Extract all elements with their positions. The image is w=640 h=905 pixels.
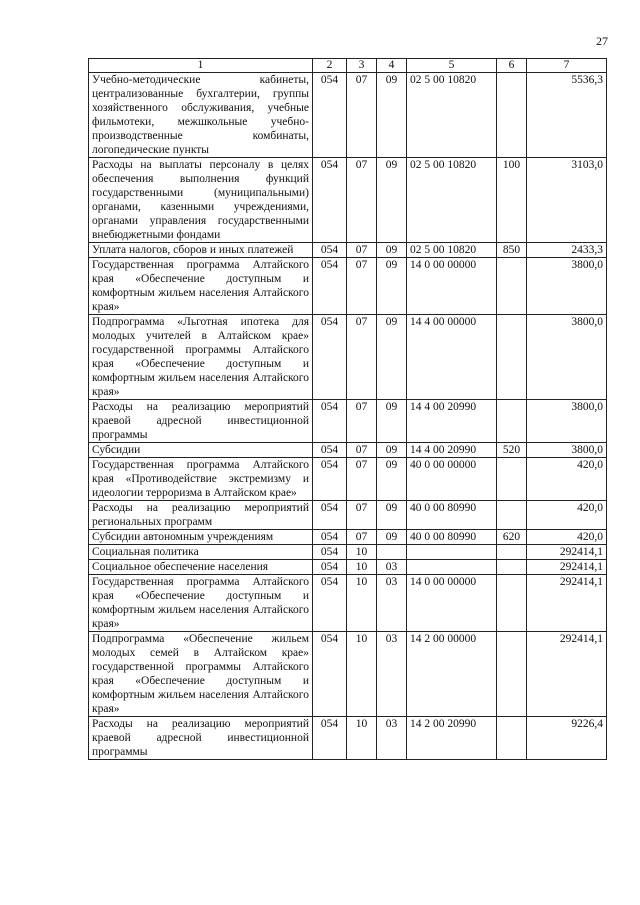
table-row: [89, 501, 607, 530]
subsection-code: 09: [377, 530, 407, 545]
table-row: [89, 315, 607, 400]
section-code: 10: [347, 560, 377, 575]
subsection-code: 03: [377, 717, 407, 760]
row-name: Социальное обеспечение населения: [89, 560, 313, 575]
ministry-code: 054: [313, 158, 347, 243]
amount-value: 9226,4: [527, 717, 607, 760]
table-row: [89, 458, 607, 501]
subsection-code: 09: [377, 258, 407, 315]
ministry-code: 054: [313, 545, 347, 560]
expense-type-code: 100: [497, 158, 527, 243]
expense-type-code: [497, 400, 527, 443]
expense-type-code: [497, 73, 527, 158]
amount-value: 2433,3: [527, 243, 607, 258]
table-row: [89, 400, 607, 443]
ministry-code: 054: [313, 315, 347, 400]
subsection-code: 03: [377, 560, 407, 575]
row-name: Расходы на выплаты персоналу в целях обеспечения выполнения функций государственными (муниципальными) органами, казенными учреждениями, органами управления государственными внебюджетными фондами: [89, 158, 313, 243]
amount-value: 5536,3: [527, 73, 607, 158]
table-header-row: [89, 59, 607, 73]
section-code: 07: [347, 400, 377, 443]
target-article-code: 14 0 00 00000: [407, 258, 497, 315]
row-name: Расходы на реализацию мероприятий региональных программ: [89, 501, 313, 530]
ministry-code: 054: [313, 243, 347, 258]
ministry-code: 054: [313, 501, 347, 530]
column-header: 5: [407, 59, 497, 73]
section-code: 10: [347, 545, 377, 560]
row-name: Субсидии: [89, 443, 313, 458]
section-code: 07: [347, 158, 377, 243]
table-row: [89, 575, 607, 632]
section-code: 07: [347, 73, 377, 158]
subsection-code: 09: [377, 73, 407, 158]
subsection-code: 09: [377, 315, 407, 400]
expense-type-code: 620: [497, 530, 527, 545]
ministry-code: 054: [313, 458, 347, 501]
expense-type-code: 520: [497, 443, 527, 458]
section-code: 07: [347, 458, 377, 501]
expense-type-code: [497, 717, 527, 760]
expense-type-code: 850: [497, 243, 527, 258]
row-name: Государственная программа Алтайского края «Обеспечение доступным и комфортным жильем населения Алтайского края»: [89, 258, 313, 315]
table-row: [89, 545, 607, 560]
column-header: 7: [527, 59, 607, 73]
amount-value: 3800,0: [527, 315, 607, 400]
table-row: [89, 243, 607, 258]
table-row: [89, 258, 607, 315]
table-row: [89, 158, 607, 243]
subsection-code: [377, 545, 407, 560]
amount-value: 3800,0: [527, 400, 607, 443]
row-name: Подпрограмма «Льготная ипотека для молодых учителей в Алтайском крае» государственной программы Алтайского края «Обеспечение доступным и комфортным жильем населения Алтайского края»: [89, 315, 313, 400]
expense-type-code: [497, 560, 527, 575]
subsection-code: 09: [377, 501, 407, 530]
expense-type-code: [497, 258, 527, 315]
subsection-code: 03: [377, 575, 407, 632]
section-code: 07: [347, 315, 377, 400]
amount-value: 292414,1: [527, 545, 607, 560]
target-article-code: 02 5 00 10820: [407, 243, 497, 258]
row-name: Государственная программа Алтайского края «Противодействие экстремизму и идеологии терроризма в Алтайском крае»: [89, 458, 313, 501]
subsection-code: 03: [377, 632, 407, 717]
table-row: [89, 560, 607, 575]
target-article-code: 14 2 00 20990: [407, 717, 497, 760]
amount-value: 292414,1: [527, 560, 607, 575]
section-code: 10: [347, 717, 377, 760]
amount-value: 3800,0: [527, 258, 607, 315]
target-article-code: 40 0 00 80990: [407, 530, 497, 545]
target-article-code: 14 2 00 00000: [407, 632, 497, 717]
table-row: [89, 530, 607, 545]
table-row: [89, 443, 607, 458]
subsection-code: 09: [377, 443, 407, 458]
ministry-code: 054: [313, 73, 347, 158]
section-code: 10: [347, 575, 377, 632]
column-header: 2: [313, 59, 347, 73]
row-name: Расходы на реализацию мероприятий краевой адресной инвестиционной программы: [89, 400, 313, 443]
target-article-code: [407, 545, 497, 560]
subsection-code: 09: [377, 458, 407, 501]
section-code: 07: [347, 530, 377, 545]
amount-value: 3103,0: [527, 158, 607, 243]
section-code: 07: [347, 501, 377, 530]
amount-value: 420,0: [527, 458, 607, 501]
target-article-code: 02 5 00 10820: [407, 158, 497, 243]
row-name: Социальная политика: [89, 545, 313, 560]
ministry-code: 054: [313, 632, 347, 717]
section-code: 07: [347, 258, 377, 315]
target-article-code: 14 4 00 20990: [407, 443, 497, 458]
ministry-code: 054: [313, 717, 347, 760]
section-code: 10: [347, 632, 377, 717]
target-article-code: 40 0 00 80990: [407, 501, 497, 530]
column-header: 3: [347, 59, 377, 73]
ministry-code: 054: [313, 443, 347, 458]
row-name: Подпрограмма «Обеспечение жильем молодых семей в Алтайском крае» государственной программы Алтайского края «Обеспечение доступным и комфортным жильем населения Алтайского края»: [89, 632, 313, 717]
target-article-code: 14 4 00 20990: [407, 400, 497, 443]
row-name: Уплата налогов, сборов и иных платежей: [89, 243, 313, 258]
table-row: [89, 632, 607, 717]
expense-type-code: [497, 458, 527, 501]
page-number: 27: [596, 34, 608, 48]
ministry-code: 054: [313, 560, 347, 575]
subsection-code: 09: [377, 158, 407, 243]
ministry-code: 054: [313, 530, 347, 545]
amount-value: 3800,0: [527, 443, 607, 458]
row-name: Учебно-методические кабинеты, централизованные бухгалтерии, группы хозяйственного обслуживания, учебные фильмотеки, межшкольные учебно-производственные комбинаты, логопедические пункты: [89, 73, 313, 158]
expense-type-code: [497, 632, 527, 717]
amount-value: 292414,1: [527, 575, 607, 632]
budget-table: [88, 58, 607, 760]
target-article-code: 14 4 00 00000: [407, 315, 497, 400]
column-header: 4: [377, 59, 407, 73]
amount-value: 420,0: [527, 501, 607, 530]
expense-type-code: [497, 501, 527, 530]
section-code: 07: [347, 243, 377, 258]
column-header: 6: [497, 59, 527, 73]
subsection-code: 09: [377, 243, 407, 258]
subsection-code: 09: [377, 400, 407, 443]
amount-value: 420,0: [527, 530, 607, 545]
target-article-code: 14 0 00 00000: [407, 575, 497, 632]
ministry-code: 054: [313, 575, 347, 632]
expense-type-code: [497, 545, 527, 560]
target-article-code: [407, 560, 497, 575]
ministry-code: 054: [313, 258, 347, 315]
table-row: [89, 717, 607, 760]
table-row: [89, 73, 607, 158]
amount-value: 292414,1: [527, 632, 607, 717]
row-name: Субсидии автономным учреждениям: [89, 530, 313, 545]
section-code: 07: [347, 443, 377, 458]
target-article-code: 40 0 00 00000: [407, 458, 497, 501]
expense-type-code: [497, 575, 527, 632]
row-name: Расходы на реализацию мероприятий краевой адресной инвестиционной программы: [89, 717, 313, 760]
row-name: Государственная программа Алтайского края «Обеспечение доступным и комфортным жильем населения Алтайского края»: [89, 575, 313, 632]
ministry-code: 054: [313, 400, 347, 443]
expense-type-code: [497, 315, 527, 400]
target-article-code: 02 5 00 10820: [407, 73, 497, 158]
column-header: 1: [89, 59, 313, 73]
